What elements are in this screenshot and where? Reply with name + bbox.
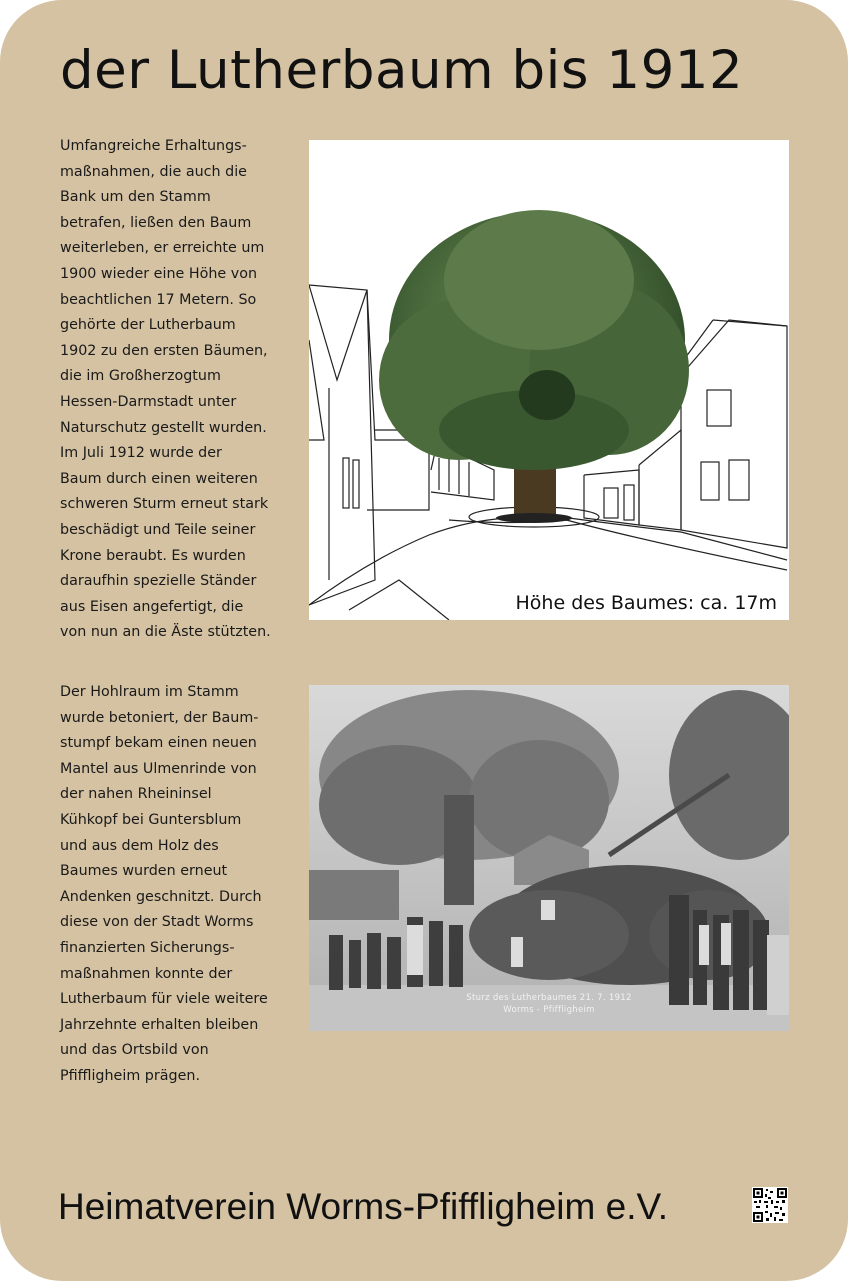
paragraph-history: Umfangreiche Erhaltungs- maßnahmen, die auch die Bank um den Stamm betrafen, ließen den Baum weiterleben, er erreichte um 1900 wieder eine Höhe von beachtlichen 17 Metern. So gehörte der Lutherbaum 1902 zu den ersten Bäumen, die im Großherzogtum Hessen-Darmstadt unter Naturschutz gestellt wurden. Im Juli 1912 wurde der Baum durch einen weiteren schweren Sturm erneut stark beschädigt und Teile seiner Krone beraubt. Es wurden daraufhin spezielle Ständer aus Eisen angefertigt, die von nun an die Äste stützten. — [60, 138, 271, 641]
historic-photo-storm-1912 — [309, 685, 789, 1031]
qr-code-pattern — [752, 1187, 788, 1223]
tree-height-caption: Höhe des Baumes: ca. 17m — [515, 592, 777, 614]
qr-code-icon[interactable] — [752, 1187, 788, 1223]
street-drawing — [309, 140, 789, 620]
tree-crown — [379, 210, 689, 470]
footer-organization: Heimatverein Worms-Pfiffligheim e.V. — [58, 1186, 669, 1227]
tree-illustration — [309, 140, 789, 620]
paragraph-preservation: Der Hohlraum im Stamm wurde betoniert, der Baum- stumpf bekam einen neuen Mantel aus Ulmenrinde von der nahen Rheininsel Kühkopf bei Guntersblum und aus dem Holz des Baumes wurden erneut Andenken geschnitzt. Durch diese von der Stadt Worms finanzierten Sicherungs- maßnahmen konnte der Lutherbaum für viele weitere Jahrzehnte erhalten bleiben und das Ortsbild von Pfiffligheim prägen. — [60, 684, 268, 1084]
photo-caption-place: Worms - Pfiffligheim — [503, 1005, 595, 1015]
photo-caption-title: Sturz des Lutherbaumes 21. 7. 1912 — [466, 993, 632, 1003]
page-title: der Lutherbaum bis 1912 — [60, 40, 744, 101]
photo-scene — [309, 685, 789, 1031]
